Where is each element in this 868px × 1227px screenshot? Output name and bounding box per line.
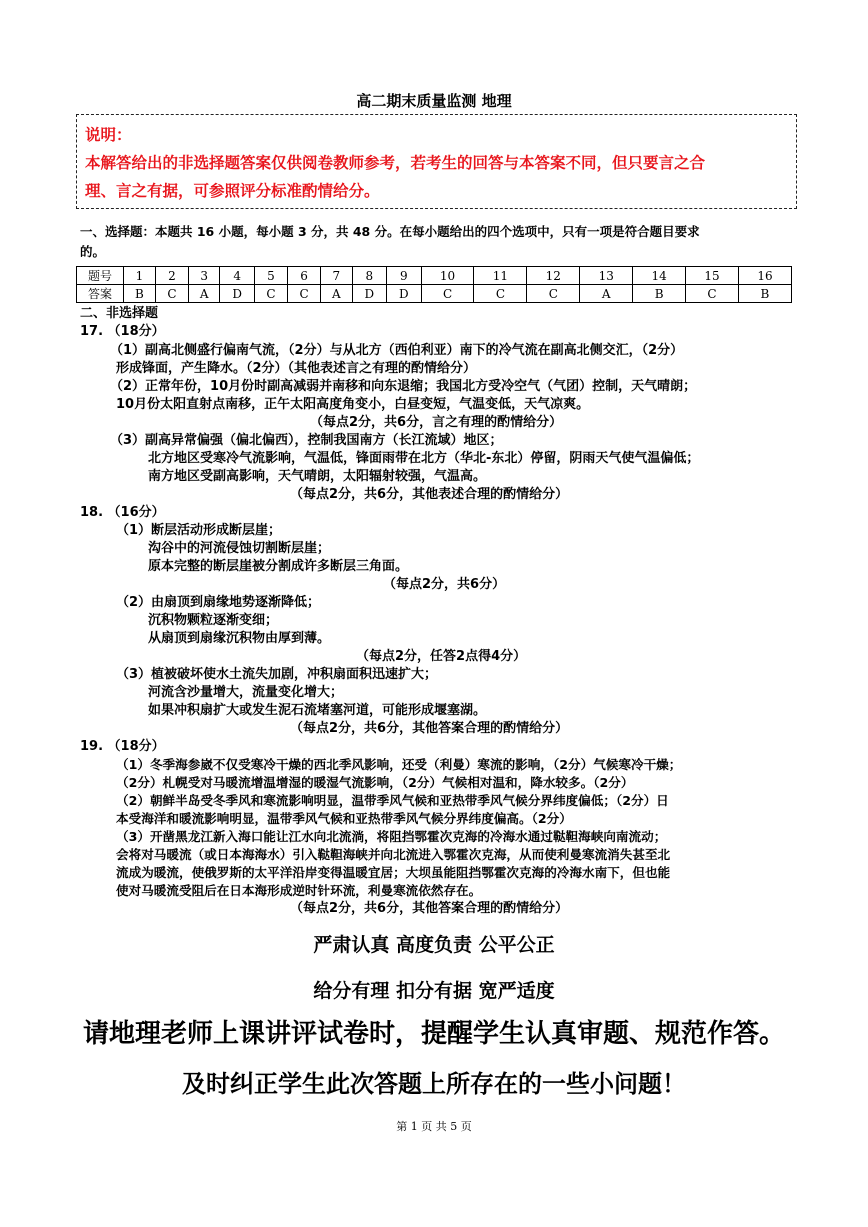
q19-line: （2分）札幌受对马暖流增温增湿的暖湿气流影响，（2分）气候相对温和，降水较多。（2分） [116, 775, 634, 790]
q18-line: 从扇顶到扇缘沉积物由厚到薄。 [148, 631, 331, 646]
q18-line: （3）植被破坏使水土流失加剧，冲积扇面积迅速扩大； [116, 667, 438, 682]
question-number: 10 [421, 267, 474, 285]
q19-heading: 19. （18分） [80, 739, 165, 754]
q18-scoring: （每点2分，任答2点得4分） [356, 649, 527, 664]
q17-line: 南方地区受副高影响，天气晴朗，太阳辐射较强，气温高。 [148, 469, 487, 484]
question-number: 7 [321, 267, 352, 285]
note-line: 本解答给出的非选择题答案仅供阅卷教师参考，若考生的回答与本答案不同，但只要言之合 [85, 154, 706, 172]
q18-scoring: （每点2分，共6分） [383, 577, 506, 592]
answer-cell: D [352, 285, 387, 303]
q17-scoring: （每点2分，共6分，言之有理的酌情给分） [310, 415, 563, 430]
slogan-2: 给分有理 扣分有据 宽严适度 [313, 980, 555, 1002]
q18-heading: 18. （16分） [80, 505, 165, 520]
question-number: 2 [155, 267, 188, 285]
q19-line: （1）冬季海参崴不仅受寒冷干燥的西北季风影响，还受（利曼）寒流的影响，（2分）气候寒冷干燥； [116, 757, 682, 772]
question-number: 1 [124, 267, 156, 285]
row-label: 答案 [77, 285, 124, 303]
q17-line: （2）正常年份，10月份时副高减弱并南移和向东退缩；我国北方受冷空气（气团）控制，天气晴朗； [110, 379, 697, 394]
section1-instruction: 一、选择题：本题共 16 小题，每小题 3 分，共 48 分。在每小题给出的四个选项中，只有一项是符合题目要求 [80, 224, 700, 239]
q19-scoring: （每点2分，共6分，其他答案合理的酌情给分） [290, 901, 569, 916]
note-heading: 说明： [85, 126, 132, 144]
question-number: 6 [288, 267, 321, 285]
row-label: 题号 [77, 267, 124, 285]
q19-line: （2）朝鲜半岛受冬季风和寒流影响明显，温带季风气候和亚热带季风气候分界纬度偏低；（2分）日 [116, 793, 669, 808]
section1-instruction: 的。 [80, 244, 106, 259]
answer-cell: C [421, 285, 474, 303]
page-title: 高二期末质量监测 地理 [356, 92, 512, 110]
page-footer: 第 1 页 共 5 页 [396, 1120, 472, 1133]
q19-line: 会将对马暖流（或日本海海水）引入鞑靼海峡并向北流进入鄂霍次克海，从而使利曼寒流消失甚至北 [116, 847, 671, 862]
q19-line: 本受海洋和暖流影响明显，温带季风气候和亚热带季风气候分界纬度偏高。（2分） [116, 811, 572, 826]
answer-cell: C [254, 285, 287, 303]
q17-line: 北方地区受寒冷气流影响，气温低，锋面雨带在北方（华北-东北）停留，阴雨天气使气温偏低； [148, 451, 700, 466]
answer-cell: B [633, 285, 686, 303]
answer-table [76, 266, 792, 303]
answer-cell: D [387, 285, 422, 303]
answer-cell: B [124, 285, 156, 303]
question-number: 13 [580, 267, 633, 285]
q18-line: 如果冲积扇扩大或发生泥石流堵塞河道，可能形成堰塞湖。 [148, 703, 487, 718]
q18-line: 沟谷中的河流侵蚀切割断层崖； [148, 541, 331, 556]
answer-cell: A [189, 285, 220, 303]
slogan-1: 严肃认真 高度负责 公平公正 [313, 934, 555, 956]
question-number: 8 [352, 267, 387, 285]
answer-cell: A [580, 285, 633, 303]
grading-note [76, 114, 797, 209]
answer-cell: C [686, 285, 739, 303]
q17-line: （1）副高北侧盛行偏南气流，（2分）与从北方（西伯利亚）南下的冷气流在副高北侧交汇，（2分） [110, 343, 684, 358]
answer-cell: C [288, 285, 321, 303]
slogan-4: 及时纠正学生此次答题上所存在的一些小问题！ [182, 1070, 686, 1098]
question-number: 9 [387, 267, 422, 285]
q19-line: （3）开凿黑龙江新入海口能让江水向北流淌，将阻挡鄂霍次克海的冷海水通过鞑靼海峡向南流动； [116, 829, 667, 844]
question-number: 4 [220, 267, 255, 285]
q18-line: （1）断层活动形成断层崖； [116, 523, 282, 538]
question-number: 5 [254, 267, 287, 285]
q19-line: 流成为暖流，使俄罗斯的太平洋沿岸变得温暖宜居；大坝虽能阻挡鄂霍次克海的冷海水南下，但也能 [116, 865, 671, 880]
q18-line: 河流含沙量增大，流量变化增大； [148, 685, 344, 700]
question-number: 14 [633, 267, 686, 285]
answer-cell: C [474, 285, 527, 303]
q17-line: 10月份太阳直射点南移，正午太阳高度角变小，白昼变短，气温变低，天气凉爽。 [116, 397, 590, 412]
q19-line: 使对马暖流受阻后在日本海形成逆时针环流，利曼寒流依然存在。 [116, 883, 482, 898]
answer-cell: D [220, 285, 255, 303]
answer-row [77, 285, 792, 303]
note-line: 理、言之有据，可参照评分标准酌情给分。 [85, 182, 380, 200]
answer-cell: B [738, 285, 791, 303]
q17-line: 形成锋面，产生降水。（2分）（其他表述言之有理的酌情给分） [116, 361, 477, 376]
q18-line: （2）由扇顶到扇缘地势逐渐降低； [116, 595, 321, 610]
question-number: 16 [738, 267, 791, 285]
question-number: 3 [189, 267, 220, 285]
number-row [77, 267, 792, 285]
answer-cell: C [527, 285, 580, 303]
q18-scoring: （每点2分，共6分，其他答案合理的酌情给分） [290, 721, 569, 736]
answer-cell: C [155, 285, 188, 303]
answer-cell: A [321, 285, 352, 303]
q17-scoring: （每点2分，共6分，其他表述合理的酌情给分） [290, 487, 569, 502]
question-number: 15 [686, 267, 739, 285]
question-number: 12 [527, 267, 580, 285]
q17-heading: 17. （18分） [80, 324, 165, 339]
question-number: 11 [474, 267, 527, 285]
slogan-3: 请地理老师上课讲评试卷时，提醒学生认真审题、规范作答。 [82, 1019, 785, 1049]
section2-heading: 二、非选择题 [80, 306, 159, 321]
q17-line: （3）副高异常偏强（偏北偏西），控制我国南方（长江流域）地区； [110, 433, 503, 448]
q18-line: 沉积物颗粒逐渐变细； [148, 613, 279, 628]
q18-line: 原本完整的断层崖被分割成许多断层三角面。 [148, 559, 409, 574]
